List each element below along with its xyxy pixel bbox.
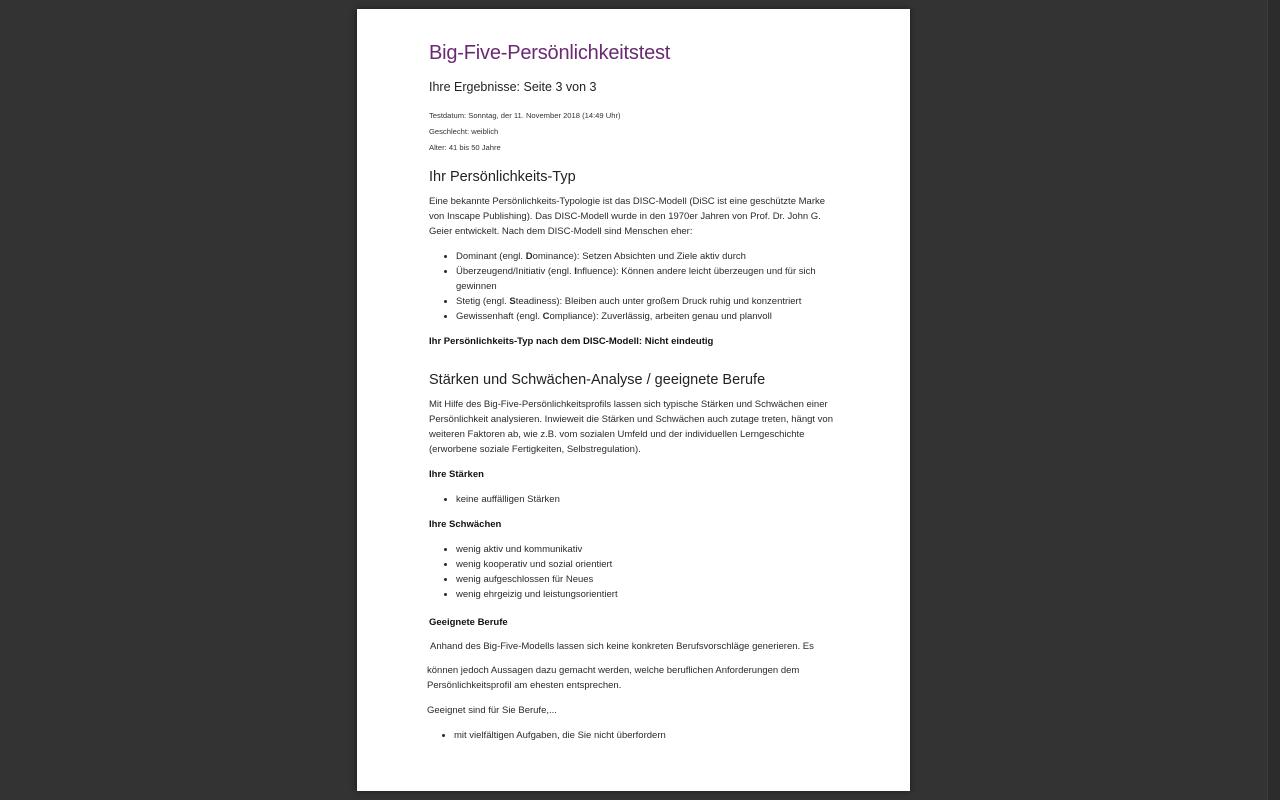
list-item: • Überzeugend/Initiativ (engl. Influence): Können andere leicht überzeugen und für sich gewinnen — [456, 264, 839, 294]
document-subtitle: Ihre Ergebnisse: Seite 3 von 3 — [429, 80, 597, 94]
list-item: • wenig kooperativ und sozial orientiert — [456, 557, 839, 572]
list-item: • Gewissenhaft (engl. Compliance): Zuverlässig, arbeiten genau und planvoll — [456, 309, 839, 324]
berufe-lead: Geeignet sind für Sie Berufe,... — [427, 705, 557, 716]
page-content — [429, 41, 839, 743]
document-title: Big-Five-Persönlichkeitstest — [429, 42, 671, 64]
section-heading-strengths: Stärken und Schwächen-Analyse / geeignete Berufe — [429, 372, 766, 388]
disc-result: Ihr Persönlichkeits-Typ nach dem DISC-Modell: Nicht eindeutig — [429, 336, 714, 347]
list-item: • wenig aktiv und kommunikativ — [456, 542, 839, 557]
disc-intro-paragraph: Eine bekannte Persönlichkeits-Typologie ist das DISC-Modell (DiSC ist eine geschützte Marke von Inscape Publishing). Das DISC-Modell wurde in den 1970er Jahren von Prof. Dr. John G. Geier entwickelt. Nach dem DISC-Modell sind Menschen eher: — [429, 196, 826, 237]
disc-list — [429, 249, 839, 324]
berufe-list — [429, 728, 839, 743]
subheading-berufe: Geeignete Berufe — [429, 617, 508, 628]
vertical-scrollbar[interactable] — [1267, 0, 1280, 800]
staerken-list — [429, 492, 839, 507]
list-item: • mit vielfältigen Aufgaben, die Sie nicht überfordern — [454, 728, 839, 743]
subheading-schwaechen: Ihre Schwächen — [429, 519, 502, 530]
strengths-intro-paragraph: Mit Hilfe des Big-Five-Persönlichkeitsprofils lassen sich typische Stärken und Schwächen einer Persönlichkeit analysieren. Inwieweit die Stärken und Schwächen auch zutage treten, hängt von weiteren Faktoren ab, wie z.B. vom sozialen Umfeld und der individuellen Lerngeschichte (erworbene soziale Fertigkeiten, Selbstregulation). — [429, 399, 833, 455]
meta-alter: Alter: 41 bis 50 Jahre — [429, 143, 501, 152]
meta-geschlecht: Geschlecht: weiblich — [429, 127, 499, 136]
list-item: • wenig aufgeschlossen für Neues — [456, 572, 839, 587]
section-heading-type: Ihr Persönlichkeits-Typ — [429, 169, 576, 185]
subheading-staerken: Ihre Stärken — [429, 469, 484, 480]
berufe-paragraph-cont: können jedoch Aussagen dazu gemacht werden, welche beruflichen Anforderungen dem Persönlichkeitsprofil am ehesten entsprechen. — [427, 665, 800, 691]
test-meta — [429, 108, 839, 156]
list-item: • Stetig (engl. Steadiness): Bleiben auch unter großem Druck ruhig und konzentriert — [456, 294, 839, 309]
list-item: • Dominant (engl. Dominance): Setzen Absichten und Ziele aktiv durch — [456, 249, 839, 264]
list-item: • keine auffälligen Stärken — [456, 492, 839, 507]
meta-testdatum: Testdatum: Sonntag, der 11. November 2018 (14:49 Uhr) — [429, 111, 621, 120]
list-item: • wenig ehrgeizig und leistungsorientiert — [456, 587, 839, 602]
berufe-paragraph-line1: Anhand des Big-Five-Modells lassen sich keine konkreten Berufsvorschläge generieren. Es — [430, 641, 814, 652]
document-page — [357, 9, 910, 791]
schwaechen-list — [429, 542, 839, 602]
